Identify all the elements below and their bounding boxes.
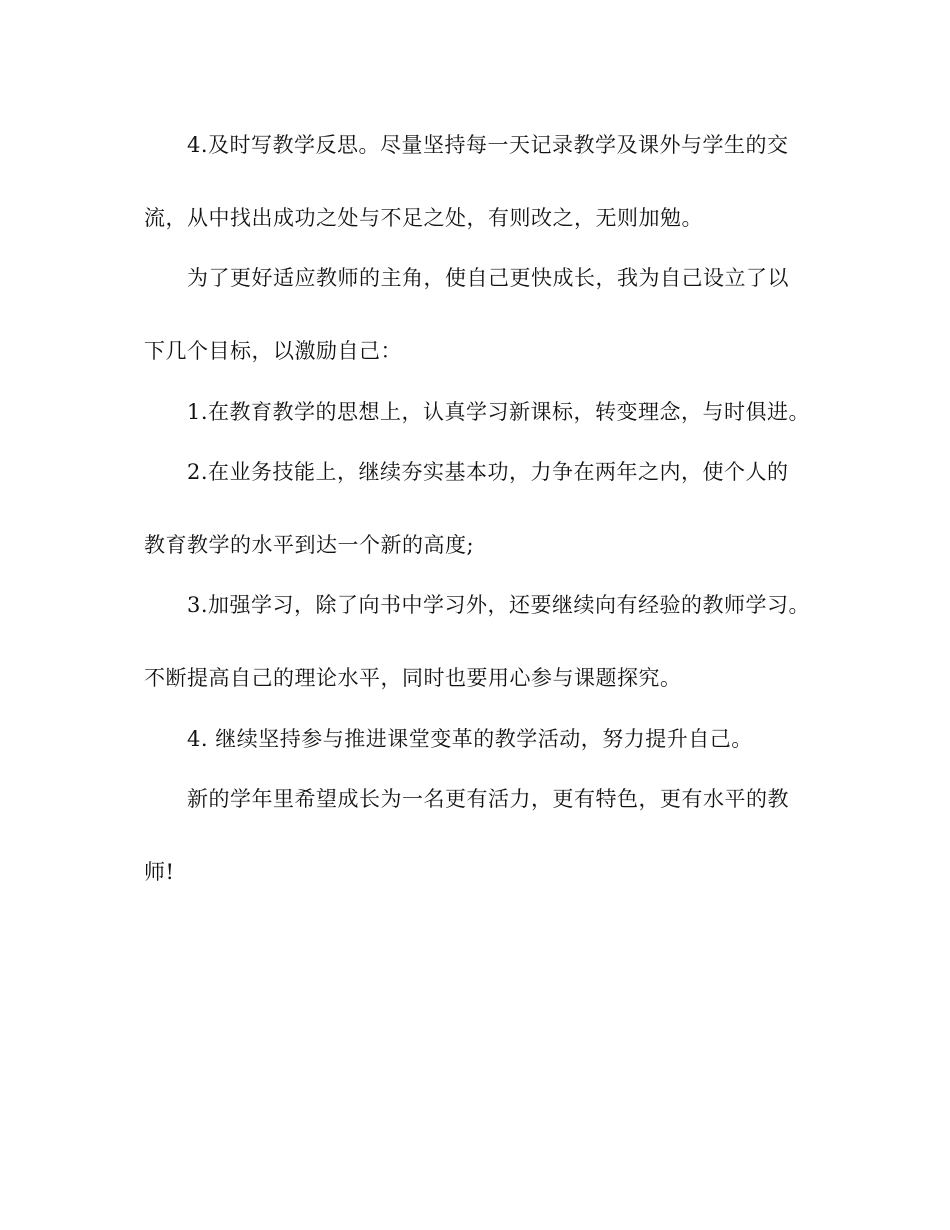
paragraph-line-4: 下几个目标，以激励自己：: [144, 339, 402, 363]
paragraph-line-3: 为了更好适应教师的主角，使自己更快成长，我为自己设立了以: [187, 266, 789, 290]
paragraph-line-2: 流，从中找出成功之处与不足之处，有则改之，无则加勉。: [144, 206, 703, 230]
paragraph-line-10: 4. 继续坚持参与推进课堂变革的教学活动，努力提升自己。: [187, 727, 753, 751]
paragraph-line-7: 教育教学的水平到达一个新的高度;: [144, 533, 475, 557]
paragraph-line-5: 1.在教育教学的思想上，认真学习新课标，转变理念，与时俱进。: [187, 400, 811, 424]
paragraph-line-8: 3.加强学习，除了向书中学习外，还要继续向有经验的教师学习。: [187, 593, 811, 617]
paragraph-line-1: 4.及时写教学反思。尽量坚持每一天记录教学及课外与学生的交: [187, 133, 789, 157]
paragraph-line-6: 2.在业务技能上，继续夯实基本功，力争在两年之内，使个人的: [187, 460, 789, 484]
paragraph-line-11: 新的学年里希望成长为一名更有活力，更有特色，更有水平的教: [187, 787, 789, 811]
paragraph-line-12: 师!: [144, 860, 175, 884]
paragraph-line-9: 不断提高自己的理论水平，同时也要用心参与课题探究。: [144, 666, 682, 690]
